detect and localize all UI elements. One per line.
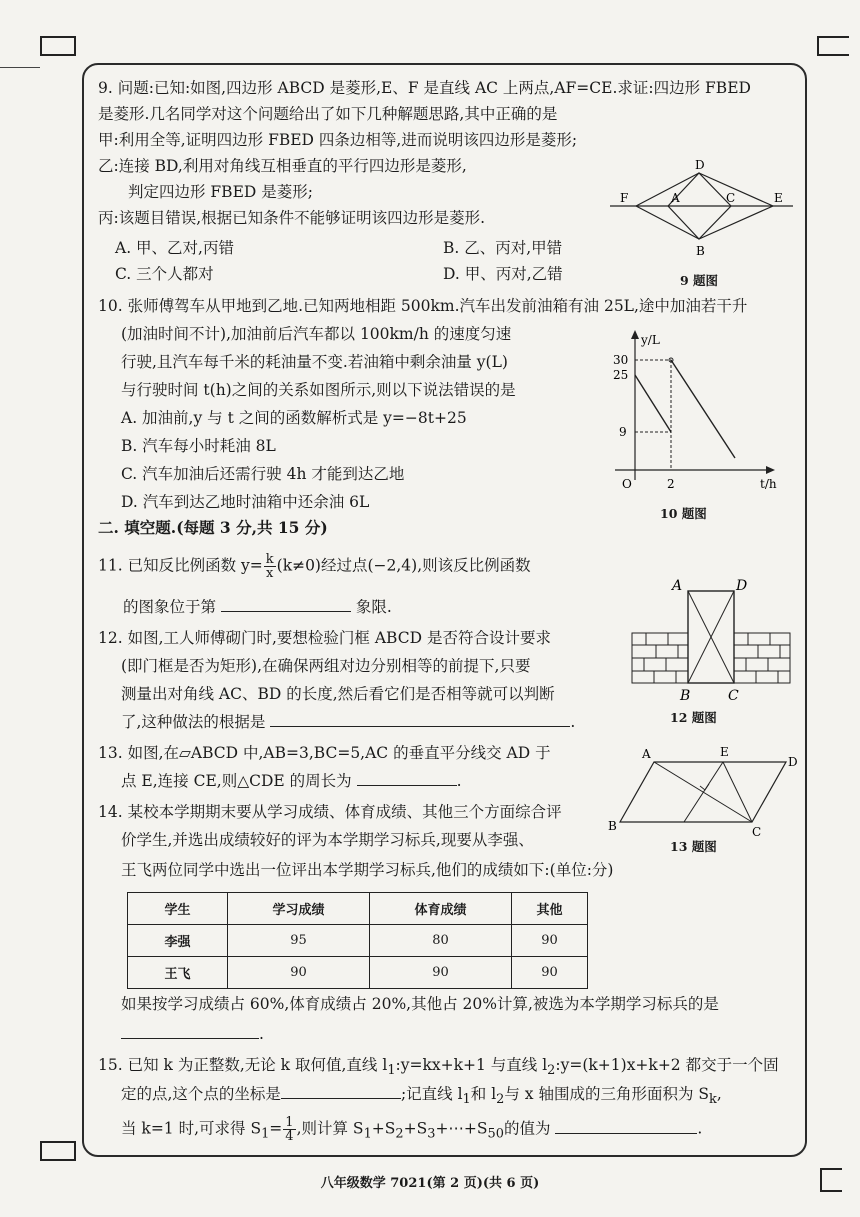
q15-l1c: :y=(k+1)x+k+2 都交于一个固: [555, 1056, 779, 1074]
q9-line-6: 丙:该题目错误,根据已知条件不能够证明该四边形是菱形.: [98, 209, 486, 227]
q15-fraction-denominator: 4: [285, 1129, 294, 1144]
q15-sum-sub-1: 1: [363, 1126, 372, 1142]
q13-line-2: [121, 771, 462, 791]
q11-suffix: (k≠0)经过点(−2,4),则该反比例函数: [276, 556, 531, 575]
q12-line-4-text: 了,这种做法的根据是: [121, 713, 266, 731]
q12-line-3: 测量出对角线 AC、BD 的长度,然后看它们是否相等就可以判断: [121, 685, 555, 703]
q12-label-a: A: [672, 578, 683, 594]
q9-line-4: 乙:连接 BD,利用对角线互相垂直的平行四边形是菱形,: [98, 157, 467, 175]
q9-line-2: 是菱形.几名同学对这个问题给出了如下几种解题思路,其中正确的是: [98, 105, 558, 123]
q15-line-2: [121, 1084, 722, 1110]
q15-sum-sub-3: 3: [427, 1126, 436, 1142]
corner-mark-top-right: [817, 36, 849, 56]
q12-line-4: [121, 712, 575, 732]
table-header-row: [128, 893, 588, 925]
q13-caption: 13 题图: [670, 839, 717, 854]
q12-door-frame-figure: [628, 578, 798, 703]
q12-answer-blank[interactable]: [270, 712, 570, 727]
q14-score-table: [127, 892, 588, 989]
q15-l2b: ;记直线 l: [400, 1085, 463, 1103]
header-study: 学习成绩: [228, 893, 370, 925]
q10-origin: O: [622, 477, 632, 491]
q12-label-b: B: [680, 688, 691, 704]
q15-fraction: [283, 1116, 295, 1143]
row-2-sports: 90: [370, 957, 512, 989]
q15-line-1: [98, 1055, 779, 1081]
q10-line-1: 10. 张师傅驾车从甲地到乙地.已知两地相距 500km.汽车出发前油箱有油 25L,途中加油若干升: [98, 297, 748, 315]
q9-line-5: 判定四边形 FBED 是菱形;: [128, 183, 313, 201]
q9-label-a: A: [671, 191, 680, 205]
q12-line-2: (即门框是否为矩形),在确保两组对边分别相等的前提下,只要: [121, 657, 531, 675]
table-row: [128, 957, 588, 989]
q14-line-4: 如果按学习成绩占 60%,体育成绩占 20%,其他占 20%计算,被选为本学期学习标兵的是: [121, 995, 719, 1013]
q10-y-tick-25: 25: [613, 368, 629, 382]
q15-l2e: ,: [716, 1085, 722, 1103]
q11-line-2-start: 的图象位于第: [123, 598, 217, 616]
q15-l2d: 与 x 轴围成的三角形面积为 S: [504, 1085, 710, 1103]
top-left-rule: [0, 67, 40, 68]
q15-l3a: 当 k=1 时,可求得 S: [121, 1119, 262, 1138]
q15-line-3: [121, 1116, 702, 1145]
q10-option-b: B. 汽车每小时耗油 8L: [121, 437, 276, 455]
page-footer: 八年级数学 7021(第 2 页)(共 6 页): [320, 1176, 540, 1191]
q10-x-tick-2: 2: [667, 477, 675, 491]
q15-l3g: 的值为: [503, 1119, 551, 1138]
q15-l2c: 和 l: [470, 1085, 497, 1103]
q13-answer-blank[interactable]: [357, 771, 457, 786]
q10-x-label: t/h: [760, 477, 777, 491]
q15-sub-2: 2: [547, 1063, 556, 1079]
q15-l3d: +S: [371, 1119, 396, 1138]
q15-l1a: 15. 已知 k 为正整数,无论 k 取何值,直线 l: [98, 1056, 388, 1074]
q13-label-a: A: [642, 747, 651, 761]
q10-y-tick-30: 30: [613, 353, 629, 367]
q13-label-d: D: [788, 755, 798, 769]
q9-caption: 9 题图: [680, 273, 719, 288]
q13-label-c: C: [752, 825, 762, 839]
corner-mark-top-left: [40, 36, 76, 56]
q14-line-3: 王飞两位同学中选出一位评出本学期学习标兵,他们的成绩如下:(单位:分): [121, 861, 614, 879]
q12-line-4-end: .: [570, 713, 576, 731]
q15-l1b: :y=kx+k+1 与直线 l: [395, 1056, 548, 1074]
q10-option-d: D. 汽车到达乙地时油箱中还余油 6L: [121, 493, 370, 511]
q10-caption: 10 题图: [660, 506, 707, 521]
section-2-heading: 二. 填空题.(每题 3 分,共 15 分): [98, 518, 328, 537]
q15-l3e: +S: [403, 1119, 428, 1138]
q13-line-1: 13. 如图,在▱ABCD 中,AB=3,BC=5,AC 的垂直平分线交 AD 于: [98, 744, 551, 762]
q11-fraction: [264, 553, 276, 580]
q10-y-label: y/L: [641, 333, 660, 347]
q9-line-3: 甲:利用全等,证明四边形 FBED 四条边相等,进而说明该四边形是菱形;: [98, 131, 578, 149]
q10-y-tick-9: 9: [619, 425, 627, 439]
q13-label-e: E: [720, 745, 729, 759]
q11-prefix: 11. 已知反比例函数 y=: [98, 556, 263, 575]
q15-sum-sub-2: 2: [395, 1126, 404, 1142]
q11-line-2-end: 象限.: [355, 598, 392, 616]
q15-l3end: .: [697, 1119, 703, 1138]
table-row: [128, 925, 588, 957]
row-2-other: 90: [512, 957, 588, 989]
header-student: 学生: [128, 893, 228, 925]
q10-fuel-graph: [605, 330, 785, 495]
q15-sum-answer-blank[interactable]: [555, 1119, 697, 1134]
q13-line-2-end: .: [456, 772, 462, 790]
q12-label-d: D: [736, 578, 748, 594]
q9-option-b: B. 乙、丙对,甲错: [443, 239, 563, 257]
row-1-sports: 80: [370, 925, 512, 957]
corner-mark-bottom-left: [40, 1141, 76, 1161]
q13-parallelogram-figure: [608, 742, 803, 842]
header-sports: 体育成绩: [370, 893, 512, 925]
q12-label-c: C: [728, 688, 739, 704]
q15-sub-1: 1: [387, 1063, 396, 1079]
q9-option-d: D. 甲、丙对,乙错: [443, 265, 563, 283]
q9-option-a: A. 甲、乙对,丙错: [115, 239, 234, 257]
q9-label-b: B: [696, 244, 705, 258]
q11-answer-blank[interactable]: [221, 597, 351, 612]
q9-label-c: C: [726, 191, 736, 205]
q10-option-a: A. 加油前,y 与 t 之间的函数解析式是 y=−8t+25: [121, 409, 467, 427]
row-2-student: 王飞: [128, 957, 228, 989]
q12-caption: 12 题图: [670, 710, 717, 725]
q9-label-e: E: [774, 191, 783, 205]
q14-line-5-end: .: [259, 1025, 264, 1043]
q14-line-1: 14. 某校本学期期末要从学习成绩、体育成绩、其他三个方面综合评: [98, 803, 562, 821]
q15-l3f: +⋯+S: [435, 1119, 488, 1138]
q15-sub-3: 1: [462, 1092, 471, 1108]
q13-label-b: B: [608, 819, 617, 833]
q13-line-2-text: 点 E,连接 CE,则△CDE 的周长为: [121, 772, 352, 790]
row-1-other: 90: [512, 925, 588, 957]
q11-line-1: [98, 553, 531, 580]
q10-line-4: 与行驶时间 t(h)之间的关系如图所示,则以下说法错误的是: [121, 381, 516, 399]
q15-sub-4: 2: [496, 1092, 505, 1108]
q15-sum-sub-50: 50: [487, 1126, 504, 1142]
q14-line-5: [121, 1024, 264, 1044]
q10-option-c: C. 汽车加油后还需行驶 4h 才能到达乙地: [121, 465, 405, 483]
q9-label-f: F: [620, 191, 629, 205]
q15-sub-5: k: [709, 1092, 717, 1108]
q11-fraction-numerator: k: [265, 552, 274, 567]
q15-l2a: 定的点,这个点的坐标是: [121, 1085, 281, 1103]
q14-answer-blank[interactable]: [121, 1024, 259, 1039]
row-1-student: 李强: [128, 925, 228, 957]
q15-l3c: ,则计算 S: [296, 1119, 364, 1138]
q10-line-3: 行驶,且汽车每千米的耗油量不变.若油箱中剩余油量 y(L): [121, 353, 508, 371]
row-1-study: 95: [228, 925, 370, 957]
row-2-study: 90: [228, 957, 370, 989]
q11-fraction-denominator: x: [266, 566, 274, 581]
q15-l3b: =: [269, 1119, 283, 1138]
q15-point-answer-blank[interactable]: [281, 1084, 401, 1099]
q12-line-1: 12. 如图,工人师傅砌门时,要想检验门框 ABCD 是否符合设计要求: [98, 629, 551, 647]
q9-line-1: 9. 问题:已知:如图,四边形 ABCD 是菱形,E、F 是直线 AC 上两点,AF=CE.求证:四边形 FBED: [98, 79, 751, 97]
q10-line-2: (加油时间不计),加油前后汽车都以 100km/h 的速度匀速: [121, 325, 512, 343]
q14-line-2: 价学生,并选出成绩较好的评为本学期学习标兵,现要从李强、: [121, 831, 534, 849]
q15-sub-6: 1: [261, 1126, 270, 1142]
q9-rhombus-figure: [610, 155, 800, 265]
q15-fraction-numerator: 1: [285, 1115, 294, 1130]
q9-option-c: C. 三个人都对: [115, 265, 214, 283]
q11-line-2: [123, 597, 392, 617]
q9-label-d: D: [695, 158, 705, 172]
header-other: 其他: [512, 893, 588, 925]
